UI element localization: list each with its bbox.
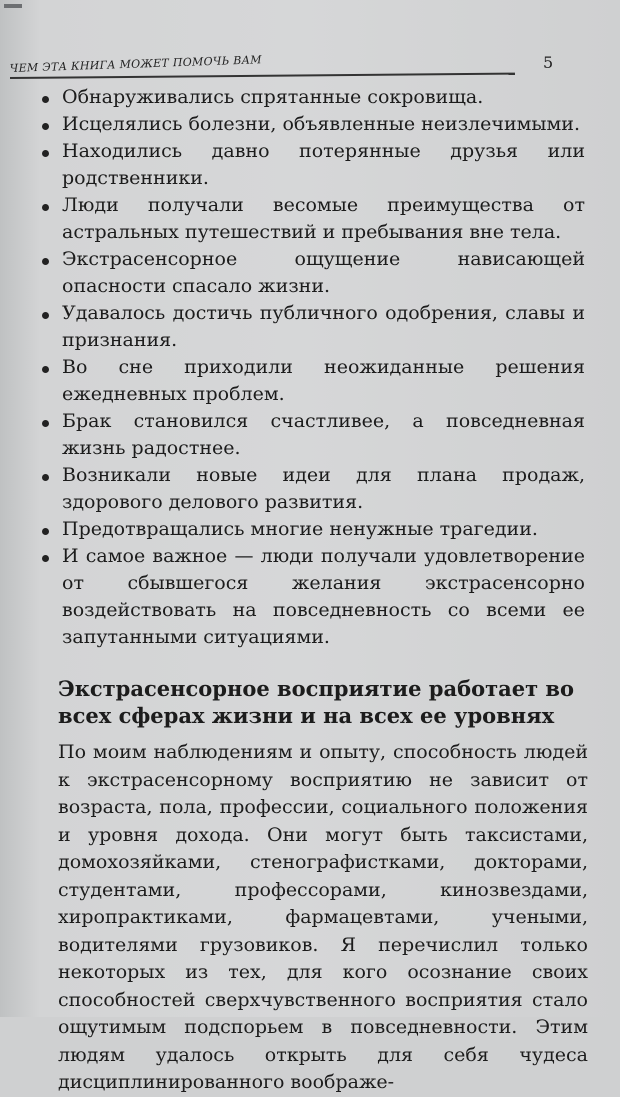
bullet-icon (42, 96, 49, 103)
bullet-icon (42, 258, 49, 265)
list-item (40, 462, 585, 516)
bullet-icon (42, 555, 49, 562)
bullet-icon (42, 366, 49, 373)
header-rule (10, 73, 515, 79)
section-heading: Экстрасенсорное восприятие работает во всех сферах жизни и на всех ее уровнях (58, 676, 574, 728)
list-item (40, 111, 585, 138)
list-item-text: Предотвращались многие ненужные трагедии. (62, 518, 538, 540)
list-item-text: И самое важное — люди получали удовлетворение от сбывшегося желания экстрасенсорно воздействовать на повседневность со всеми ее запутанными ситуациями. (62, 545, 585, 648)
list-item-text: Удавалось достичь публичного одобрения, славы и признания. (62, 302, 585, 351)
list-item-text: Исцелялись болезни, объявленные неизлечимыми. (62, 113, 581, 135)
list-item (40, 543, 585, 651)
list-item-text: Обнаруживались спрятанные сокровища. (62, 86, 484, 108)
running-head: ЧЕМ ЭТА КНИГА МОЖЕТ ПОМОЧЬ ВАМ (9, 53, 263, 75)
bullet-icon (42, 528, 49, 535)
list-item (40, 516, 585, 543)
list-item (40, 246, 585, 300)
page-content (40, 84, 588, 1097)
list-item (40, 354, 585, 408)
list-item-text: Брак становился счастливее, а повседневная жизнь радостнее. (62, 410, 585, 459)
bullet-icon (42, 420, 49, 427)
bullet-icon (42, 312, 49, 319)
list-item-text: Находились давно потерянные друзья или родственники. (62, 140, 585, 189)
bullet-icon (42, 150, 49, 157)
bullet-icon (42, 474, 49, 481)
list-item (40, 192, 585, 246)
bullet-icon (42, 204, 49, 211)
bullet-list (40, 84, 585, 651)
list-item (40, 408, 585, 462)
list-item (40, 138, 585, 192)
list-item (40, 84, 585, 111)
page-corner-mark (4, 4, 22, 8)
list-item-text: Возникали новые идеи для плана продаж, здорового делового развития. (62, 464, 585, 513)
body-paragraph: По моим наблюдениям и опыту, способность людей к экстрасенсорному восприятию не зависит от возраста, пола, профессии, социального положения и уровня дохода. Они могут быть таксистами, домохозяйками, стенографистками, докторами, студентами, профессорами, кинозвездами, хиропрактиками, фармацевтами, учеными, водителями грузовиков. Я перечислил только некоторых из тех, для кого осознание своих способностей сверхчувственного восприятия стало ощутимым подспорьем в повседневности. Этим людям удалось открыть для себя чудеса дисциплинированного воображе- (58, 741, 588, 1093)
list-item-text: Во сне приходили неожиданные решения ежедневных проблем. (62, 356, 585, 405)
list-item-text: Экстрасенсорное ощущение нависающей опасности спасало жизни. (62, 248, 585, 297)
list-item-text: Люди получали весомые преимущества от астральных путешествий и пребывания вне тела. (62, 194, 585, 243)
list-item (40, 300, 585, 354)
page-number: 5 (543, 53, 554, 72)
bullet-icon (42, 123, 49, 130)
